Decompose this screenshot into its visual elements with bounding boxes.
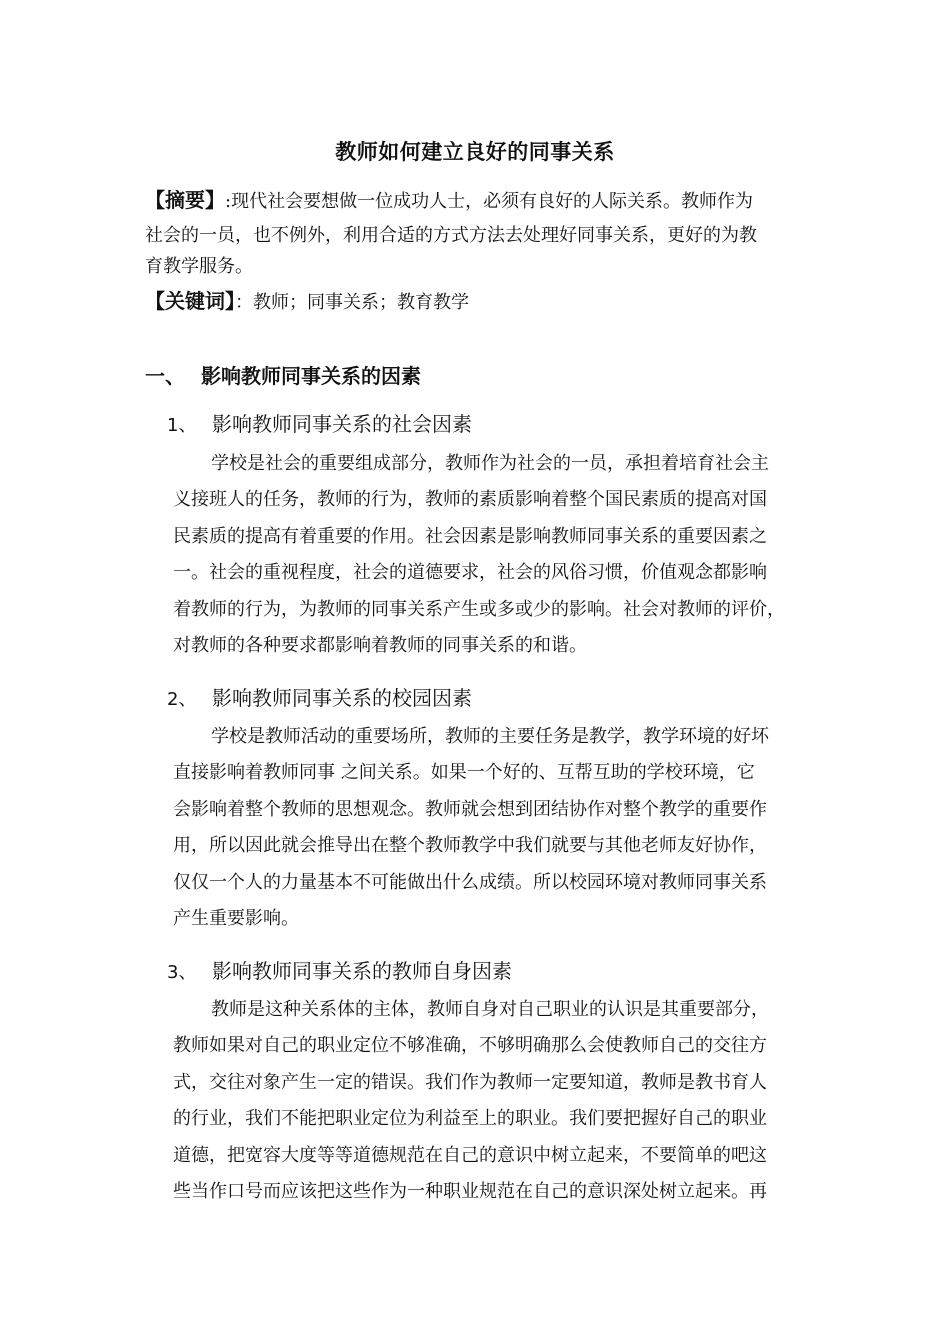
subsection-title: 影响教师同事关系的社会因素	[212, 412, 472, 436]
paragraph-line: 着教师的行为，为教师的同事关系产生或多或少的影响。社会对教师的评价，	[173, 598, 785, 620]
abstract-text-1: :现代社会要想做一位成功人士，必须有良好的人际关系。教师作为	[225, 191, 754, 212]
paragraph-line: 会影响着整个教师的思想观念。教师就会想到团结协作对整个教学的重要作	[173, 798, 767, 820]
paragraph-3	[173, 992, 823, 1210]
page-title: 教师如何建立良好的同事关系	[335, 140, 615, 164]
paragraph-line: 直接影响着教师同事 之间关系。如果一个好的、互帮互助的学校环境，它	[173, 762, 755, 784]
paragraph-line: 道德，把宽容大度等等道德规范在自己的意识中树立起来，不要简单的吧这	[173, 1144, 767, 1166]
keywords	[145, 286, 469, 318]
subsection-title: 影响教师同事关系的教师自身因素	[212, 959, 512, 983]
subsection-number: 3、	[167, 962, 197, 983]
section-number: 一、	[145, 364, 185, 388]
paragraph-line: 教师如果对自己的职业定位不够准确，不够明确那么会使教师自己的交往方	[173, 1035, 767, 1057]
paragraph-line: 学校是社会的重要组成部分，教师作为社会的一员，承担着培育社会主	[211, 453, 769, 474]
paragraph-line: 教师是这种关系体的主体，教师自身对自己职业的认识是其重要部分，	[211, 999, 769, 1020]
section-heading-1	[145, 360, 421, 389]
paragraph-line: 义接班人的任务，教师的行为，教师的素质影响着整个国民素质的提高对国	[173, 489, 767, 511]
paragraph-2	[173, 719, 823, 937]
paragraph-line: 一。社会的重视程度，社会的道德要求，社会的风俗习惯，价值观念都影响	[173, 562, 767, 584]
abstract	[145, 185, 825, 282]
section-title: 影响教师同事关系的因素	[201, 364, 421, 388]
keywords-label: 【关键词】	[145, 289, 235, 313]
paragraph-line: 产生重要影响。	[173, 908, 299, 930]
abstract-label: 【摘要】	[145, 188, 225, 212]
paragraph-line: 学校是教师活动的重要场所，教师的主要任务是教学，教学环境的好坏	[211, 726, 769, 747]
paragraph-line: 民素质的提高有着重要的作用。社会因素是影响教师同事关系的重要因素之	[173, 525, 767, 547]
subsection-heading-1	[167, 408, 472, 437]
paragraph-line: 仅仅一个人的力量基本不可能做出什么成绩。所以校园环境对教师同事关系	[173, 871, 767, 893]
paragraph-1	[173, 446, 823, 664]
abstract-line-2: 社会的一员，也不例外，利用合适的方式方法去处理好同事关系，更好的为教	[145, 225, 757, 246]
subsection-heading-3	[167, 955, 512, 984]
subsection-heading-2	[167, 682, 472, 711]
subsection-title: 影响教师同事关系的校园因素	[212, 686, 472, 710]
subsection-number: 2、	[167, 689, 197, 710]
subsection-number: 1、	[167, 415, 197, 436]
paragraph-line: 用，所以因此就会推导出在整个教师教学中我们就要与其他老师友好协作，	[173, 835, 767, 857]
abstract-line-3: 育教学服务。	[145, 256, 253, 277]
paragraph-line: 些当作口号而应该把这些作为一种职业规范在自己的意识深处树立起来。再	[173, 1181, 767, 1203]
paragraph-line: 对教师的各种要求都影响着教师的同事关系的和谐。	[173, 635, 587, 657]
paragraph-line: 式，交往对象产生一定的错误。我们作为教师一定要知道，教师是教书育人	[173, 1071, 767, 1093]
keywords-text: ：教师；同事关系；教育教学	[235, 292, 469, 313]
abstract-line-1	[145, 185, 825, 217]
paragraph-line: 的行业，我们不能把职业定位为利益至上的职业。我们要把握好自己的职业	[173, 1108, 767, 1130]
